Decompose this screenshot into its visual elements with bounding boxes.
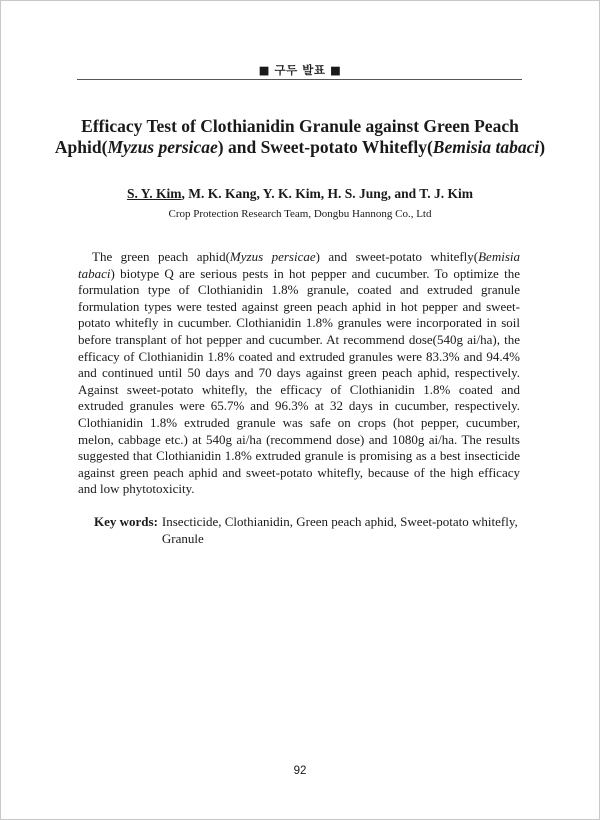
title-text: Aphid( xyxy=(54,137,108,157)
title-text: ) xyxy=(539,137,546,157)
paper-title xyxy=(40,116,560,158)
section-label: ■ 구두 발표 ■ xyxy=(258,63,342,77)
title-text: ) and Sweet-potato Whitefly( xyxy=(217,137,433,157)
co-authors: , M. K. Kang, Y. K. Kim, H. S. Jung, and T. J. Kim xyxy=(181,186,473,201)
title-species-2: Bemisia tabaci xyxy=(432,137,540,157)
abstract xyxy=(78,249,520,498)
abstract-text: ) and sweet-potato whitefly( xyxy=(315,249,479,264)
keywords-label: Key words: xyxy=(94,514,158,529)
abstract-text: ) biotype Q are serious pests in hot pepper and cucumber. To optimize the formulation type of Clothianidin 1.8% granule, coated and extruded granule formulation types were tested against green peach aphid in hot pepper and sweet-potato whitefly in cucumber. Clothianidin 1.8% granules were incorporated in soil before transplant of hot pepper and cucumber. At recommend dose(540g ai/ha), the efficacy of Clothianidin 1.8% coated and extruded granules were 83.3% and 94.4% and continued until 50 days and 70 days against green peach aphid, respectively. Against sweet-potato whitefly, the efficacy of Clothianidin 1.8% coated and extruded granules were 65.7% and 96.3% at 32 days in cucumber, respectively. Clothianidin 1.8% extruded granule was safe on crops (hot pepper, cucumber, melon, cabbage etc.) at 540g ai/ha (recommend dose) and 1080g ai/ha. The results suggested that Clothianidin 1.8% extruded granule is promising as a best insecticide against green peach aphid and sweet-potato whitefly, because of the high efficacy and low phytotoxicity. xyxy=(78,265,520,497)
keywords xyxy=(94,514,534,547)
presenting-author: S. Y. Kim xyxy=(127,186,182,201)
abstract-species-1: Myzus persicae xyxy=(229,249,316,264)
keywords-text: Insecticide, Clothianidin, Green peach aphid, Sweet-potato whitefly, Granule xyxy=(161,514,518,546)
abstract-text: The green peach aphid( xyxy=(92,249,230,264)
affiliation: Crop Protection Research Team, Dongbu Hannong Co., Ltd xyxy=(168,208,432,220)
header-divider xyxy=(77,79,522,80)
title-line-1: Efficacy Test of Clothianidin Granule against Green Peach xyxy=(81,116,519,136)
author-list xyxy=(40,186,560,202)
title-species-1: Myzus persicae xyxy=(107,137,218,157)
page-number: 92 xyxy=(293,765,307,777)
abstract-species-2: Bemisia tabaci xyxy=(78,249,520,281)
